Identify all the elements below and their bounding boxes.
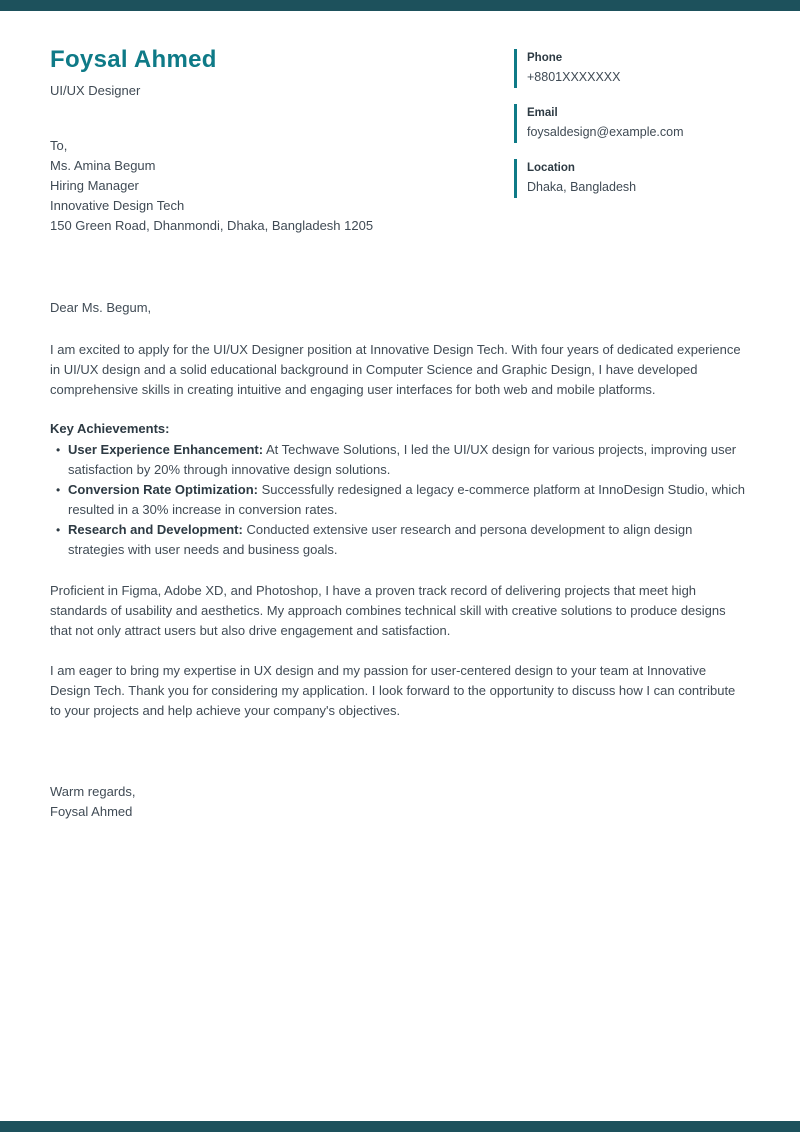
contact-item-email <box>514 104 746 143</box>
achievement-text: Successfully redesigned a legacy e-commerce platform at InnoDesign Studio, which resulted in a 30% increase in conversion rates. <box>68 482 745 517</box>
contact-info <box>514 49 746 214</box>
signature-block <box>50 782 746 822</box>
signoff: Warm regards, <box>50 784 136 799</box>
email-value: foysaldesign@example.com <box>527 125 684 139</box>
location-label: Location <box>527 162 575 174</box>
bottom-accent-bar <box>0 1121 800 1132</box>
achievement-item <box>56 440 746 480</box>
achievement-label: User Experience Enhancement: <box>68 442 264 457</box>
recipient-line: Ms. Amina Begum <box>50 158 156 173</box>
recipient-line: To, <box>50 138 68 153</box>
signature-name: Foysal Ahmed <box>50 804 133 819</box>
header-left <box>50 47 373 236</box>
phone-label: Phone <box>527 52 563 64</box>
job-title: UI/UX Designer <box>50 83 141 98</box>
recipient-line: Innovative Design Tech <box>50 198 185 213</box>
letter-body <box>50 298 746 822</box>
achievement-item <box>56 480 746 520</box>
contact-item-phone <box>514 49 746 88</box>
phone-value: +8801XXXXXXX <box>527 70 621 84</box>
page-title: Foysal Ahmed <box>50 46 217 73</box>
achievements-heading: Key Achievements: <box>50 421 170 436</box>
salutation: Dear Ms. Begum, <box>50 300 152 315</box>
achievement-text: Conducted extensive user research and persona development to align design strategies with user needs and business goals. <box>68 522 693 557</box>
email-label: Email <box>527 107 558 119</box>
recipient-block <box>50 136 373 236</box>
achievement-label: Conversion Rate Optimization: <box>68 482 258 497</box>
recipient-line: Hiring Manager <box>50 178 139 193</box>
recipient-line: 150 Green Road, Dhanmondi, Dhaka, Bangladesh 1205 <box>50 218 374 233</box>
header <box>50 47 746 236</box>
top-accent-bar <box>0 0 800 11</box>
closing-paragraph: I am eager to bring my expertise in UX design and my passion for user-centered design to your team at Innovative Design Tech. Thank you for considering my application. I look forward to the opportunity to discuss how I can contribute to your projects and help achieve your company's objectives. <box>50 663 736 718</box>
achievement-label: Research and Development: <box>68 522 243 537</box>
location-value: Dhaka, Bangladesh <box>527 180 637 194</box>
skills-paragraph: Proficient in Figma, Adobe XD, and Photoshop, I have a proven track record of delivering projects that meet high standards of usability and aesthetics. My approach combines technical skill with creative solutions to produce designs that not only attract users but also drive engagement and satisfaction. <box>50 583 726 638</box>
achievement-item <box>56 520 746 560</box>
achievement-text: At Techwave Solutions, I led the UI/UX design for various projects, improving user satisfaction by 20% through innovative design solutions. <box>68 442 737 477</box>
contact-item-location <box>514 159 746 198</box>
achievements-list <box>50 440 746 560</box>
intro-paragraph: I am excited to apply for the UI/UX Designer position at Innovative Design Tech. With four years of dedicated experience in UI/UX design and a solid educational background in Computer Science and Graphic Design, I have developed comprehensive skills in creating intuitive and engaging user interfaces for both web and mobile platforms. <box>50 342 741 397</box>
